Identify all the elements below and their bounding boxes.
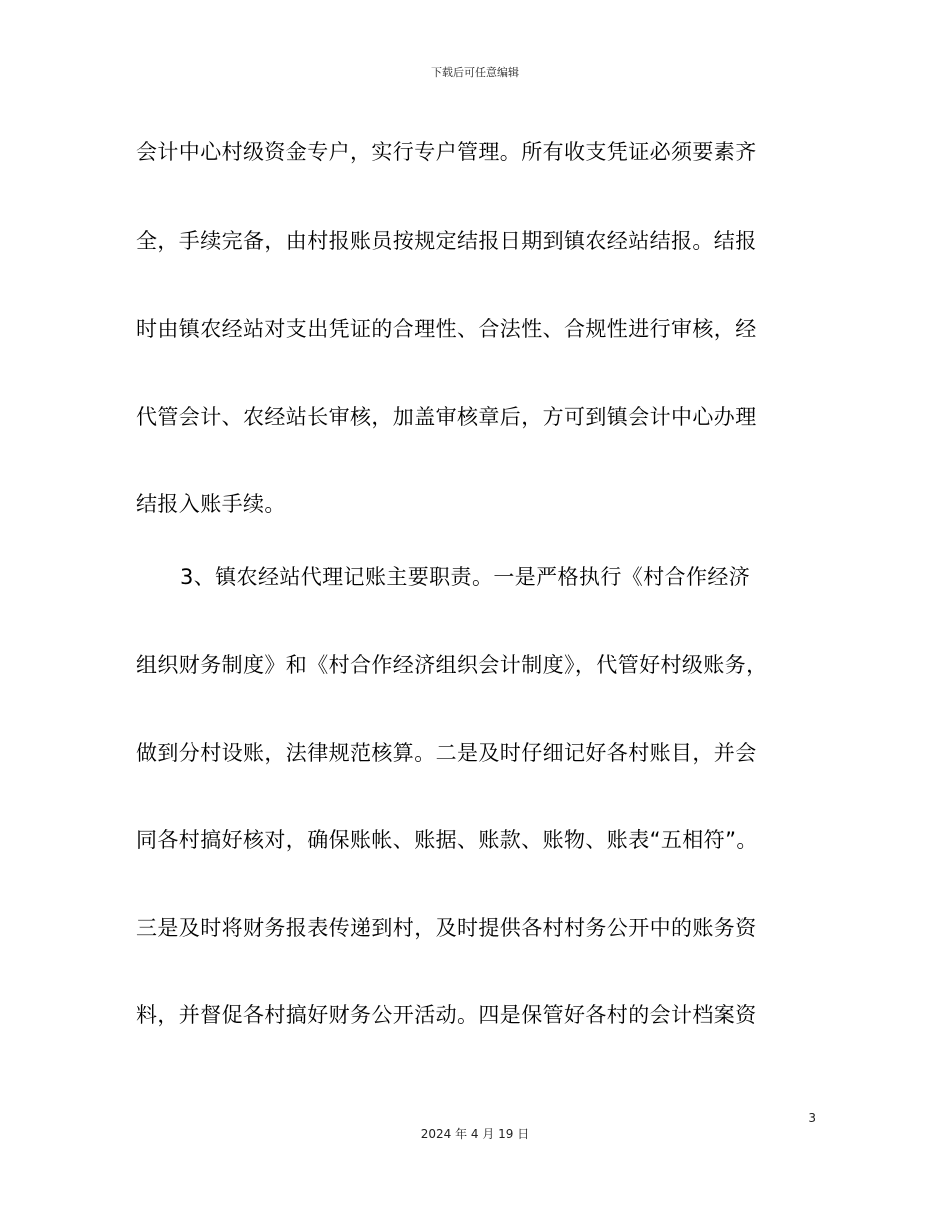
page-number: 3: [808, 1111, 816, 1125]
body-line: 结报入账手续。: [136, 492, 286, 516]
body-line: 时由镇农经站对支出凭证的合理性、合法性、合规性进行审核，经: [136, 317, 757, 341]
body-line: 同各村搞好核对，确保账帐、账据、账款、账物、账表“五相符”。: [136, 828, 758, 852]
page-header: 下载后可任意编辑: [431, 66, 519, 79]
body-line: 3、镇农经站代理记账主要职责。一是严格执行《村合作经济: [180, 565, 751, 589]
body-line: 做到分村设账，法律规范核算。二是及时仔细记好各村账目，并会: [136, 741, 757, 765]
body-line: 料，并督促各村搞好财务公开活动。四是保管好各村的会计档案资: [136, 1003, 757, 1027]
body-line: 会计中心村级资金专户，实行专户管理。所有收支凭证必须要素齐: [136, 140, 757, 164]
body-line: 全，手续完备，由村报账员按规定结报日期到镇农经站结报。结报: [136, 229, 757, 253]
body-line: 组织财务制度》和《村合作经济组织会计制度》，代管好村级账务，: [136, 653, 768, 677]
body-line: 三是及时将财务报表传递到村，及时提供各村村务公开中的账务资: [136, 916, 757, 940]
body-line: 代管会计、农经站长审核，加盖审核章后，方可到镇会计中心办理: [136, 405, 757, 429]
footer-date: 2024 年 4 月 19 日: [420, 1127, 530, 1141]
